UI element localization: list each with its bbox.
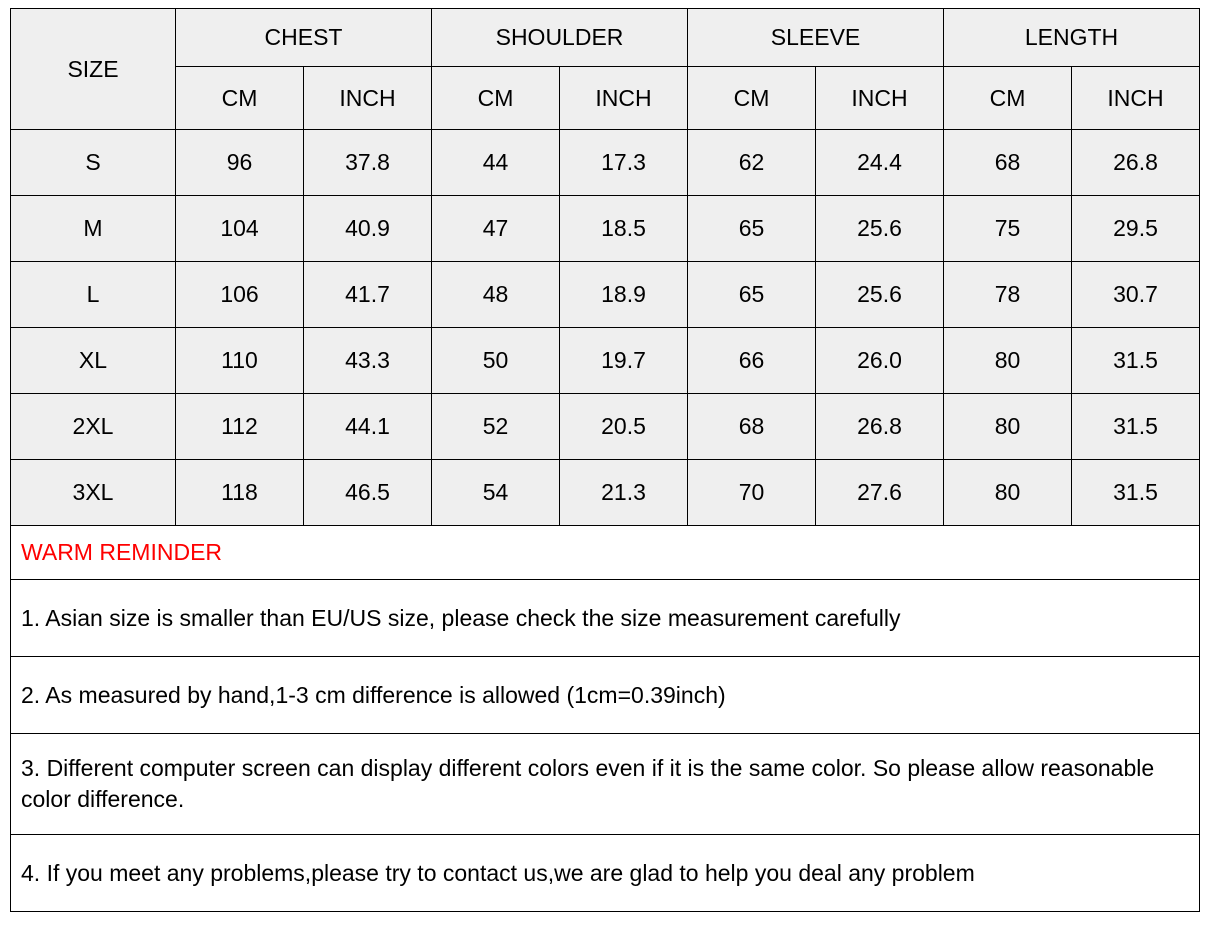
note-row — [11, 835, 1200, 912]
row-size-label: L — [11, 262, 176, 328]
cell-sleeve-cm: 68 — [688, 394, 816, 460]
cell-shoulder-inch: 19.7 — [560, 328, 688, 394]
cell-sleeve-cm: 66 — [688, 328, 816, 394]
warm-reminder-table — [10, 525, 1200, 912]
note-item-2: 2. As measured by hand,1-3 cm difference is allowed (1cm=0.39inch) — [11, 657, 1200, 734]
cell-chest-cm: 118 — [176, 460, 304, 526]
cell-shoulder-cm: 44 — [432, 130, 560, 196]
row-size-label: 3XL — [11, 460, 176, 526]
cell-length-cm: 80 — [944, 460, 1072, 526]
cell-length-cm: 78 — [944, 262, 1072, 328]
header-chest: CHEST — [176, 9, 432, 67]
table-row — [11, 394, 1200, 460]
header-row-groups — [11, 9, 1200, 67]
cell-chest-inch: 40.9 — [304, 196, 432, 262]
cell-length-inch: 31.5 — [1072, 394, 1200, 460]
note-row — [11, 657, 1200, 734]
header-sleeve: SLEEVE — [688, 9, 944, 67]
cell-length-inch: 31.5 — [1072, 328, 1200, 394]
cell-chest-inch: 44.1 — [304, 394, 432, 460]
note-item-1: 1. Asian size is smaller than EU/US size, please check the size measurement carefully — [11, 580, 1200, 657]
row-size-label: XL — [11, 328, 176, 394]
header-row-units — [11, 67, 1200, 130]
cell-chest-cm: 96 — [176, 130, 304, 196]
cell-shoulder-cm: 47 — [432, 196, 560, 262]
note-row — [11, 734, 1200, 835]
cell-chest-inch: 43.3 — [304, 328, 432, 394]
cell-shoulder-inch: 17.3 — [560, 130, 688, 196]
cell-shoulder-inch: 20.5 — [560, 394, 688, 460]
cell-chest-cm: 104 — [176, 196, 304, 262]
table-row — [11, 130, 1200, 196]
cell-sleeve-inch: 26.0 — [816, 328, 944, 394]
cell-length-cm: 80 — [944, 328, 1072, 394]
header-length-inch: INCH — [1072, 67, 1200, 130]
header-length-cm: CM — [944, 67, 1072, 130]
cell-sleeve-inch: 25.6 — [816, 196, 944, 262]
cell-chest-cm: 106 — [176, 262, 304, 328]
cell-sleeve-cm: 62 — [688, 130, 816, 196]
cell-chest-inch: 37.8 — [304, 130, 432, 196]
cell-sleeve-cm: 65 — [688, 196, 816, 262]
size-chart-table — [10, 8, 1200, 526]
table-row — [11, 460, 1200, 526]
cell-length-cm: 75 — [944, 196, 1072, 262]
warm-reminder-title: WARM REMINDER — [11, 526, 1200, 580]
cell-length-inch: 30.7 — [1072, 262, 1200, 328]
cell-sleeve-inch: 24.4 — [816, 130, 944, 196]
cell-length-cm: 80 — [944, 394, 1072, 460]
row-size-label: M — [11, 196, 176, 262]
row-size-label: S — [11, 130, 176, 196]
cell-length-inch: 26.8 — [1072, 130, 1200, 196]
table-row — [11, 328, 1200, 394]
header-chest-cm: CM — [176, 67, 304, 130]
cell-shoulder-cm: 52 — [432, 394, 560, 460]
table-head — [11, 9, 1200, 130]
table-body — [11, 130, 1200, 526]
header-shoulder-cm: CM — [432, 67, 560, 130]
cell-shoulder-cm: 48 — [432, 262, 560, 328]
header-sleeve-inch: INCH — [816, 67, 944, 130]
cell-chest-cm: 112 — [176, 394, 304, 460]
table-row — [11, 196, 1200, 262]
header-shoulder-inch: INCH — [560, 67, 688, 130]
cell-chest-inch: 41.7 — [304, 262, 432, 328]
header-shoulder: SHOULDER — [432, 9, 688, 67]
header-size: SIZE — [11, 9, 176, 130]
cell-length-inch: 31.5 — [1072, 460, 1200, 526]
cell-sleeve-inch: 27.6 — [816, 460, 944, 526]
reminder-title-row — [11, 526, 1200, 580]
cell-shoulder-inch: 21.3 — [560, 460, 688, 526]
note-item-4: 4. If you meet any problems,please try to contact us,we are glad to help you deal any problem — [11, 835, 1200, 912]
cell-shoulder-cm: 54 — [432, 460, 560, 526]
cell-shoulder-cm: 50 — [432, 328, 560, 394]
cell-length-inch: 29.5 — [1072, 196, 1200, 262]
cell-shoulder-inch: 18.5 — [560, 196, 688, 262]
header-length: LENGTH — [944, 9, 1200, 67]
table-row — [11, 262, 1200, 328]
row-size-label: 2XL — [11, 394, 176, 460]
cell-sleeve-cm: 65 — [688, 262, 816, 328]
header-chest-inch: INCH — [304, 67, 432, 130]
note-row — [11, 580, 1200, 657]
cell-sleeve-inch: 26.8 — [816, 394, 944, 460]
cell-shoulder-inch: 18.9 — [560, 262, 688, 328]
cell-sleeve-inch: 25.6 — [816, 262, 944, 328]
cell-chest-cm: 110 — [176, 328, 304, 394]
cell-sleeve-cm: 70 — [688, 460, 816, 526]
cell-chest-inch: 46.5 — [304, 460, 432, 526]
header-sleeve-cm: CM — [688, 67, 816, 130]
note-item-3: 3. Different computer screen can display different colors even if it is the same color. So please allow reasonable color difference. — [11, 734, 1200, 835]
cell-length-cm: 68 — [944, 130, 1072, 196]
